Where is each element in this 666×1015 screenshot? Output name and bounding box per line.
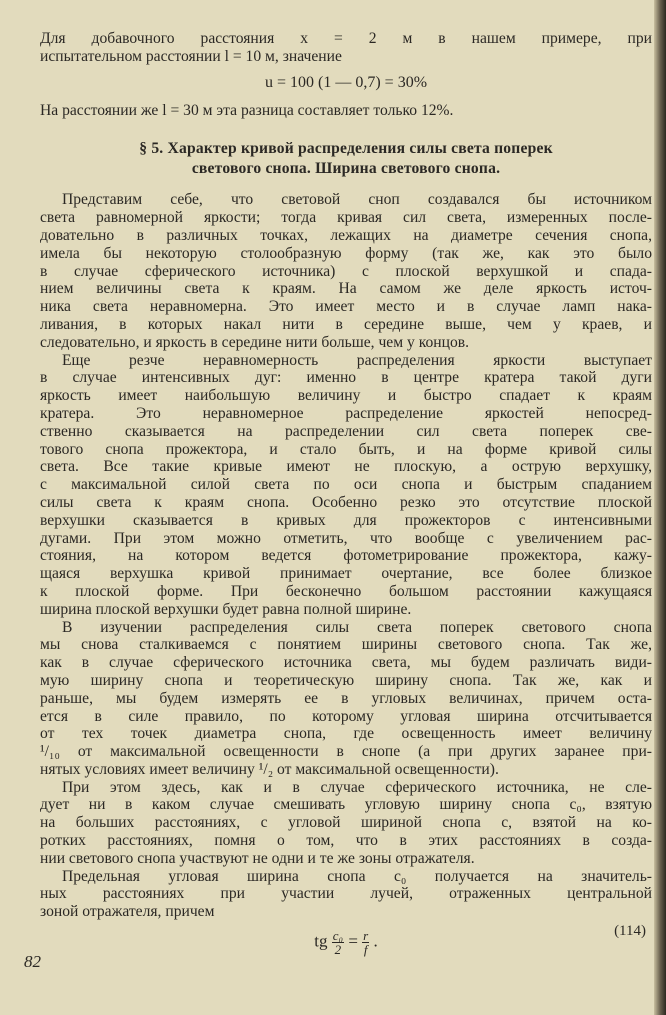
fraction-numerator: r (363, 928, 369, 944)
text-line: При этом здесь, как и в случае сферического источника, не сле- (62, 778, 652, 796)
heading-line: светового снопа. Ширина светового снопа. (191, 160, 501, 178)
eq-equals: = (348, 931, 358, 951)
equation (40, 929, 652, 956)
text-line: в случае интенсивных дуг: именно в центре кратера такой дуги (40, 369, 652, 387)
paragraph (40, 779, 652, 868)
book-page (40, 30, 652, 957)
text-line: Предельная угловая ширина снопа c₀ получается на значитель- (62, 867, 652, 885)
text-line: В изучении распределения силы света поперек светового снопа (62, 618, 652, 636)
paragraph (40, 868, 652, 921)
text-line: кратера. Это неравномерное распределение яркостей непосред- (40, 404, 652, 422)
text-line: к плоской форме. При бесконечно большом расстоянии кажущаяся (40, 582, 652, 600)
text-line: яркость имеет наибольшую величину и быстро спадает к краям (40, 387, 652, 405)
text-line: испытательном расстоянии l = 10 м, значение (40, 47, 342, 65)
paragraph (40, 619, 652, 779)
text-line: ¹/₁₀ от максимальной освещенности в снопе (а при других заранее при- (40, 743, 652, 761)
text-line: раньше, мы будем измерять ее в угловых величинах, причем оста- (40, 689, 652, 707)
fraction-rhs (362, 929, 369, 956)
text-line: дует ни в каком случае смешивать угловую ширину снопа c₀, взятую (40, 796, 652, 814)
fraction-numerator: c₀ (332, 928, 344, 944)
text-line: от тех точек диаметра снопа, где освещенность имеет величину (40, 725, 652, 743)
section-heading (40, 139, 652, 179)
fraction-lhs (332, 929, 344, 956)
text-line: Представим себе, что световой сноп создавался бы источником (62, 191, 652, 209)
fraction-denominator: f (363, 942, 368, 958)
text-line: мы снова сталкиваемся с понятием ширины светового снопа. Так же, (40, 636, 652, 654)
text-line: в случае сферического источника) с плоской верхушкой и спада- (40, 262, 652, 280)
text-line: ника света неравномерна. Это имеет место и в случае ламп нака- (40, 298, 652, 316)
text-line: силы света к краям снопа. Особенно резко это отсутствие плоской (40, 493, 652, 511)
text-line: щаяся верхушка кривой принимает очертание, все более близкое (40, 565, 652, 583)
text-line: на больших расстояниях, с угловой шириной снопа c, взятой на ко- (40, 814, 652, 832)
text-line: Для добавочного расстояния x = 2 м в нашем примере, при (40, 30, 652, 47)
equation-114 (40, 923, 652, 958)
equation-number: (114) (614, 923, 646, 940)
text-line: ственно сказывается на распределении сил света поперек све- (40, 422, 652, 440)
heading-line: § 5. Характер кривой распределения силы света поперек (139, 140, 553, 158)
fraction-denominator: 2 (334, 942, 342, 958)
paragraph (40, 352, 652, 619)
text-line: как в случае сферического источника света, мы будем различать види- (40, 654, 652, 672)
text-line: ных расстояниях при участии лучей, отраженных центральной (40, 885, 652, 903)
text-line: нием величины света к краям. На самом же деле яркость источ- (40, 280, 652, 298)
text-line: ливания, в которых накал нити в середине выше, чем у краев, и (40, 315, 652, 333)
text-line: стояния, на котором ведется фотометрирование прожектора, кажу- (40, 547, 652, 565)
text-line: нии светового снопа участвуют не одни и те же зоны отражателя. (40, 849, 475, 867)
text-line: ротких расстояниях, помня о том, что в этих расстояниях в созда- (40, 832, 652, 850)
page-number: 82 (24, 952, 41, 971)
text-line: мую ширину снопа и теоретическую ширину снопа. Так же, как и (40, 671, 652, 689)
book-spine-shadow (654, 0, 666, 1015)
text-line: света равномерной яркости; тогда кривая сил света, измеренных после- (40, 209, 652, 227)
text-line: ширина плоской верхушки будет равна полной ширине. (40, 600, 412, 618)
text-line: ется в силе правило, по которому угловая ширина отсчитывается (40, 707, 652, 725)
paragraph (40, 191, 652, 351)
intro-paragraph (40, 30, 652, 66)
text-line: света. Все такие кривые имеют не плоскую, а острую верхушку, (40, 458, 652, 476)
body-text (40, 191, 652, 921)
text-line: довательно в различных точках, лежащих на диаметре сечения снопа, (40, 226, 652, 244)
text-line: На расстоянии же l = 30 м эта разница составляет только 12%. (40, 101, 454, 119)
formula: u = 100 (1 — 0,7) = 30% (264, 73, 428, 91)
text-line: следовательно, и яркость в середине нити больше, чем у концов. (40, 333, 470, 351)
text-line: с максимальной силой света по оси снопа и быстрым спаданием (40, 476, 652, 494)
text-line: дугами. При этом можно отметить, что вообще с увеличением рас- (40, 529, 652, 547)
eq-suffix: . (373, 931, 378, 951)
text-line: тового снопа прожектора, и стало быть, и на форме кривой силы (40, 440, 652, 458)
text-line: верхушки сказывается в кривых для прожекторов с интенсивными (40, 511, 652, 529)
text-line: зоной отражателя, причем (40, 903, 215, 921)
text-line: Еще резче неравномерность распределения яркости выступает (62, 351, 652, 369)
text-line: нятых условиях имеет величину ¹/₂ от максимальной освещенности). (40, 760, 499, 778)
text-line: имела бы некоторую столообразную форму (так же, как это было (40, 244, 652, 262)
eq-prefix: tg (314, 931, 328, 951)
